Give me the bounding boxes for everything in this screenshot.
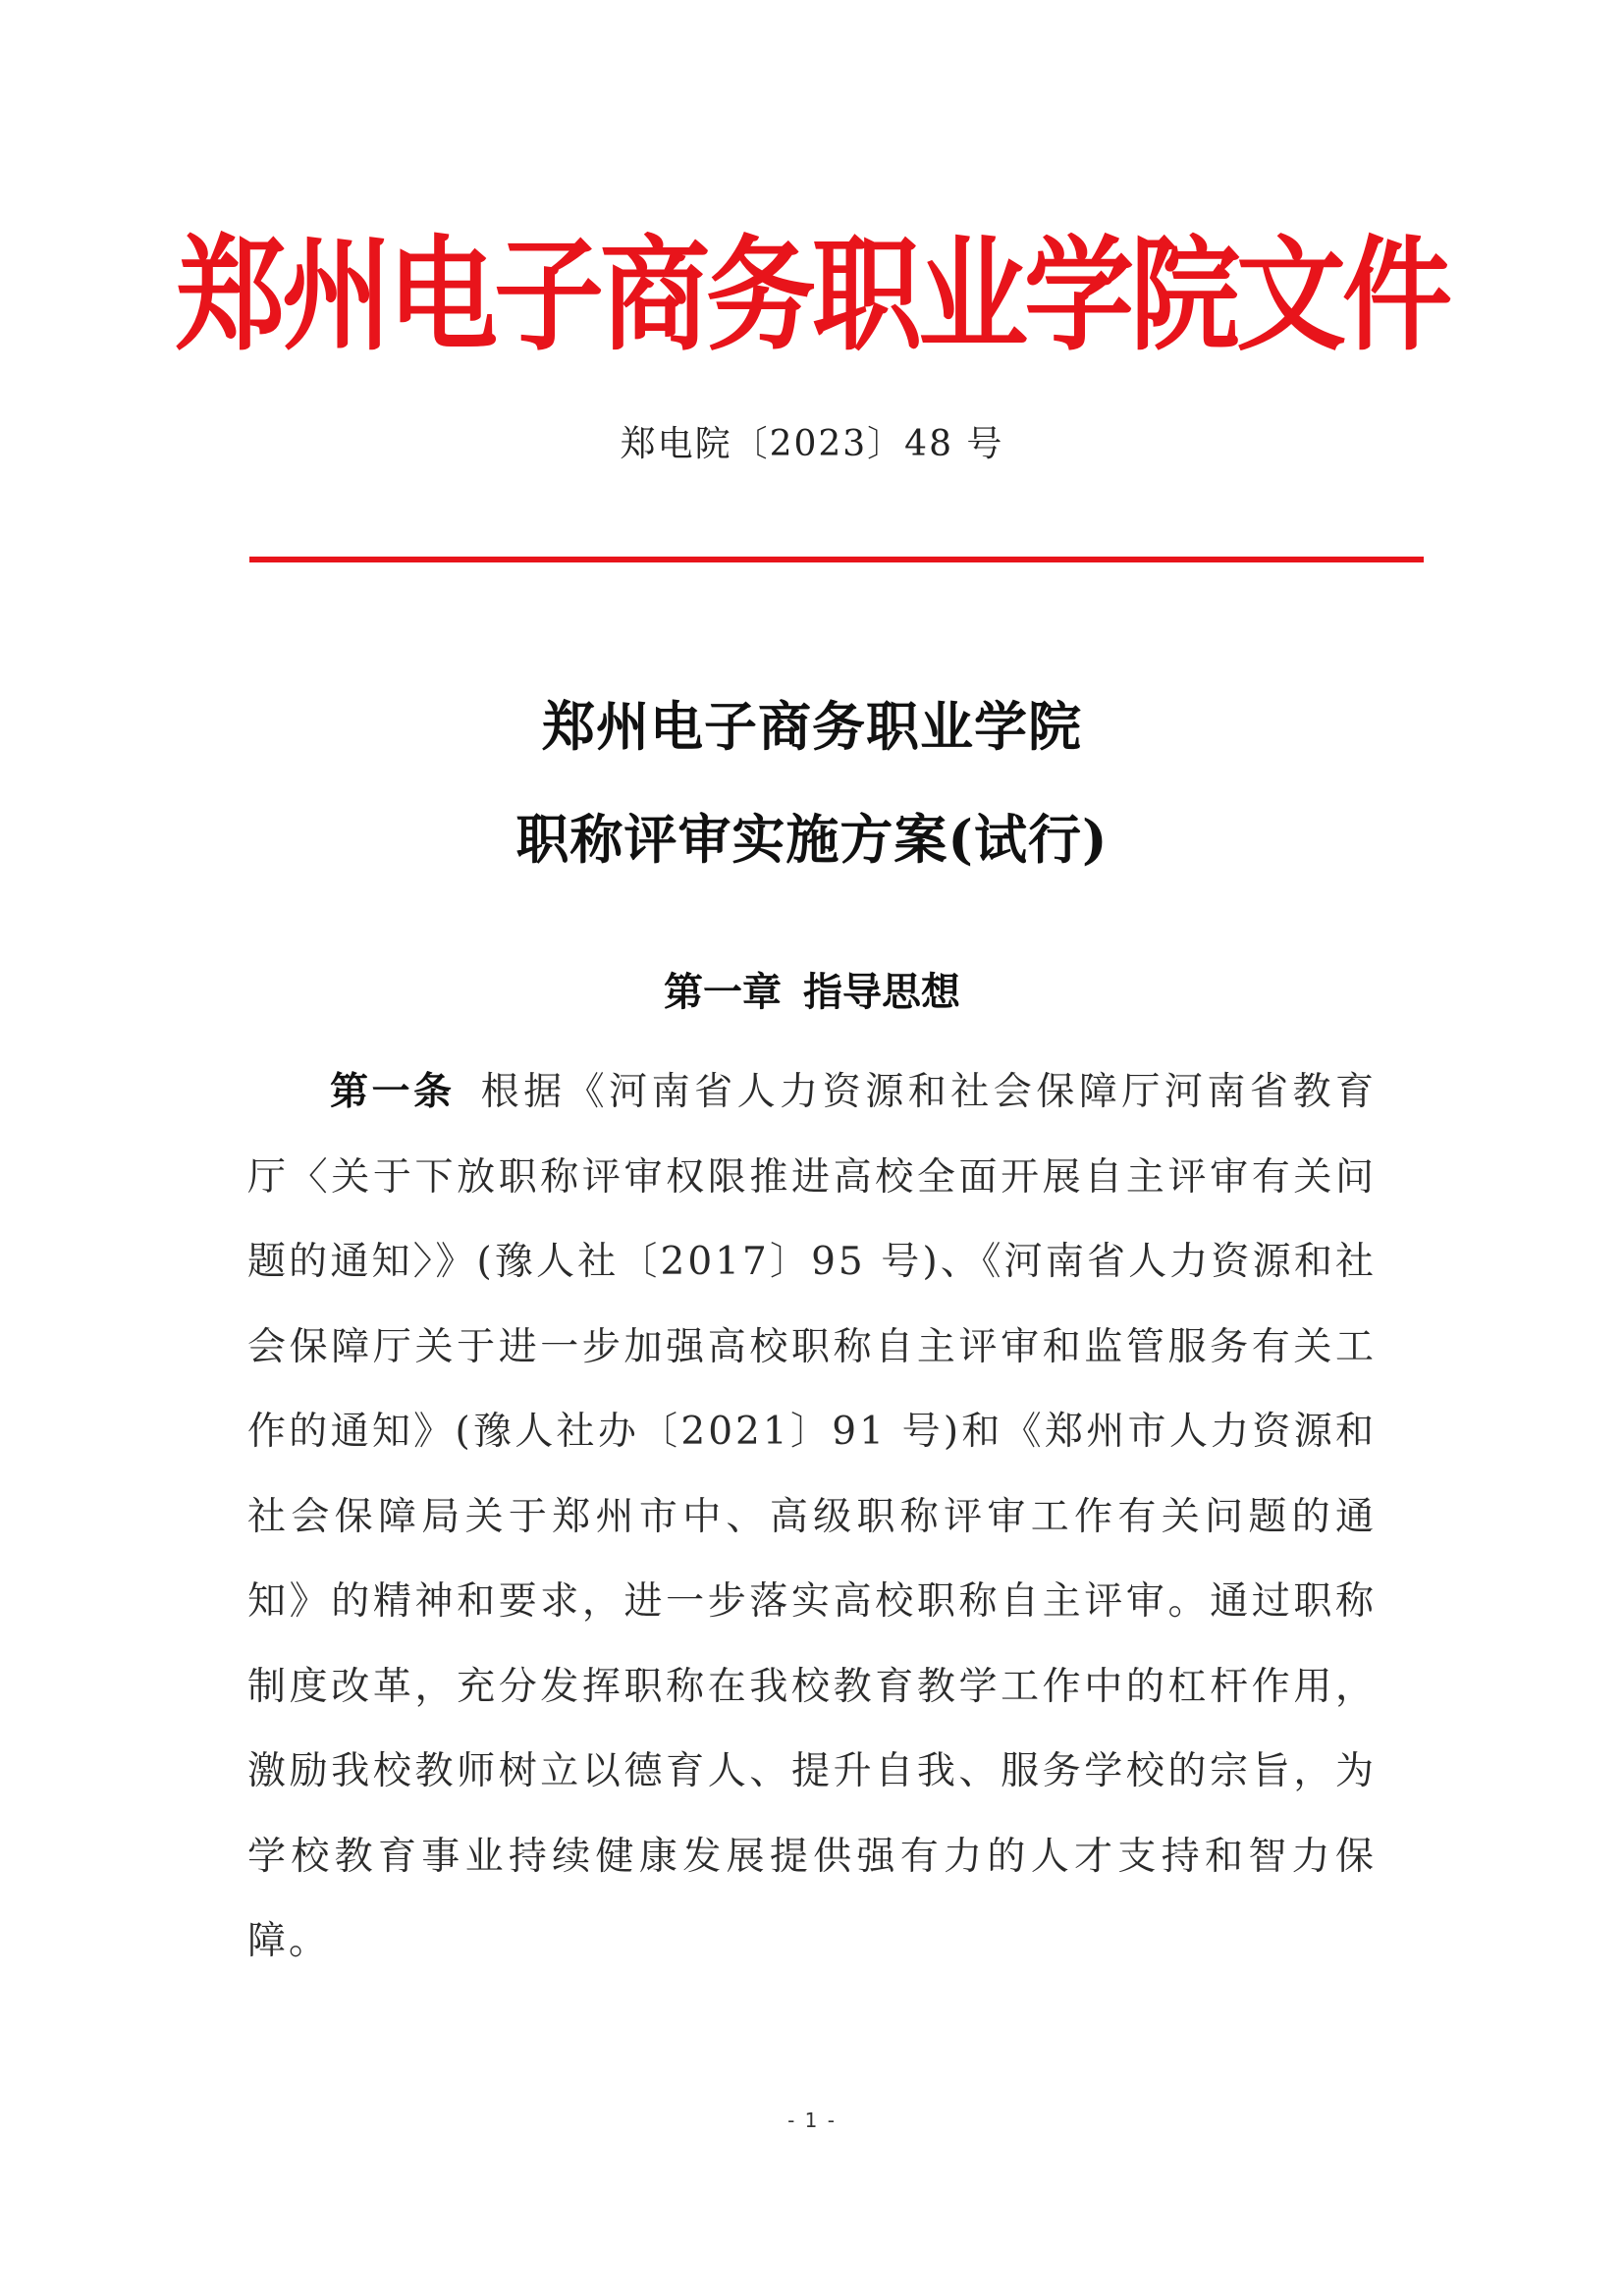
page-number: - 1 - — [787, 2109, 837, 2132]
article-label: 第一条 — [330, 1070, 456, 1114]
document-title-line-1: 郑州电子商务职业学院 — [542, 695, 1082, 758]
document-title-line-2: 职称评审实施方案(试行) — [515, 808, 1109, 871]
article-paragraph — [247, 1050, 1377, 1985]
chapter-heading — [0, 965, 1624, 1020]
red-separator-line — [249, 557, 1424, 562]
article-text: 根据《河南省人力资源和社会保障厅河南省教育厅〈关于下放职称评审权限推进高校全面开展自主评审有关问题的通知〉》(豫人社〔2017〕95 号)、《河南省人力资源和社会保障厅关于进一步加强高校职称自主评审和监管服务有关工作的通知》(豫人社办〔2021〕91 号)和《郑州市人力资源和社会保障局关于郑州市中、高级职称评审工作有关问题的通知》的精神和要求，进一步落实高校职称自主评审。通过职称制度改革，充分发挥职称在我校教育教学工作中的杠杆作用，激励我校教师树立以德育人、提升自我、服务学校的宗旨，为学校教育事业持续健康发展提供强有力的人才支持和智力保障。 — [247, 1070, 1377, 1963]
document-masthead: 郑州电子商务职业学院文件 — [176, 225, 1448, 368]
chapter-name: 指导思想 — [803, 970, 960, 1015]
chapter-number: 第一章 — [664, 970, 782, 1015]
document-number: 郑电院〔2023〕48 号 — [620, 424, 1004, 464]
